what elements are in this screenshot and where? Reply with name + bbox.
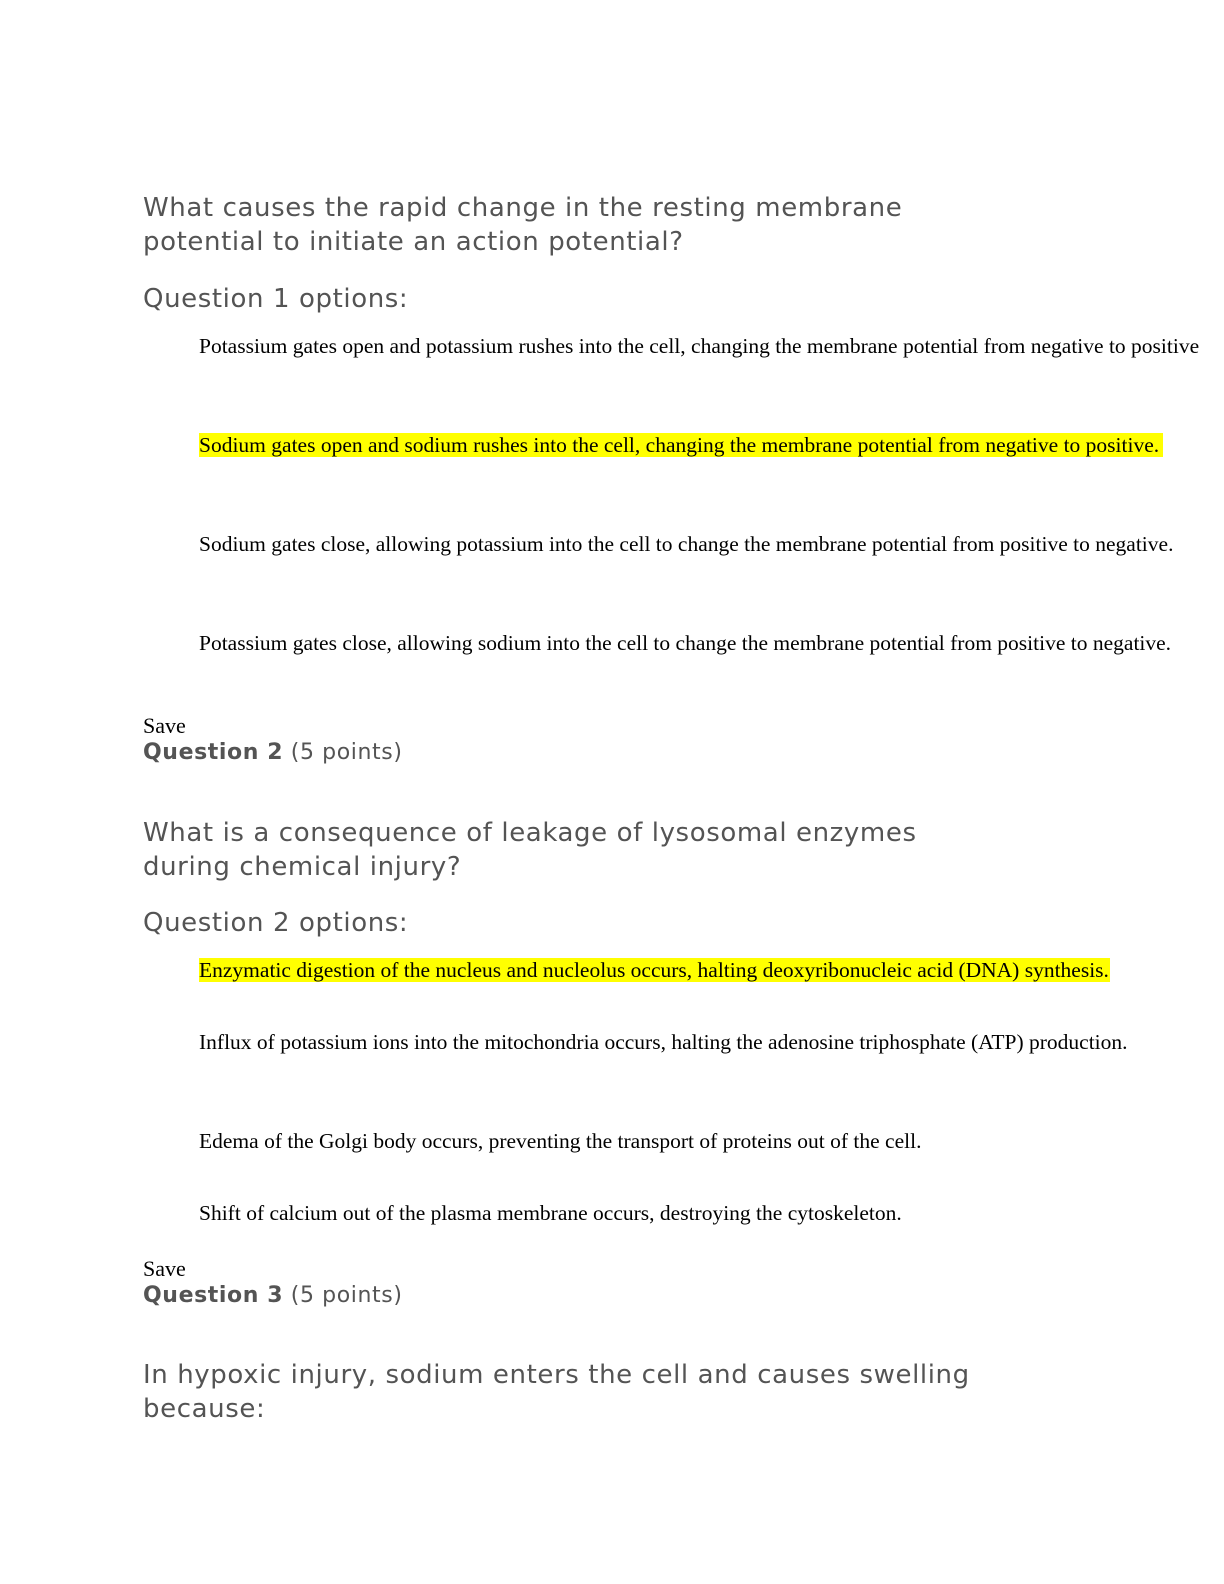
option-text: Edema of the Golgi body occurs, preventing the transport of proteins out of the cell. [199, 1129, 922, 1153]
question-3-text: In hypoxic injury, sodium enters the cell and causes swelling because: [143, 1360, 970, 1424]
question-3-label: Question 3 [143, 1283, 284, 1308]
option-text-highlighted: Sodium gates open and sodium rushes into the cell, changing the membrane potential from negative to positive. [199, 433, 1163, 457]
question-2-text: What is a consequence of leakage of lysosomal enzymes during chemical injury? [143, 818, 917, 882]
question-3-header [143, 1282, 403, 1310]
question-2-option-3[interactable] [199, 1128, 1209, 1156]
save-button[interactable]: Save [143, 1256, 186, 1281]
question-2-option-1[interactable] [199, 957, 1214, 985]
question-2-options-heading: Question 2 options: [143, 908, 409, 938]
option-text: Potassium gates close, allowing sodium into the cell to change the membrane potential from positive to negative. [199, 631, 1172, 655]
option-text: Shift of calcium out of the plasma membrane occurs, destroying the cytoskeleton. [199, 1201, 902, 1225]
option-text: Influx of potassium ions into the mitochondria occurs, halting the adenosine triphosphate (ATP) production. [199, 1030, 1128, 1054]
question-3-points: (5 points) [283, 1283, 403, 1308]
question-2-label: Question 2 [143, 740, 284, 765]
question-1-text: What causes the rapid change in the resting membrane potential to initiate an action potential? [143, 193, 903, 257]
question-1-option-1[interactable] [199, 333, 1204, 361]
question-2-option-2[interactable] [199, 1029, 1129, 1057]
question-2-points: (5 points) [283, 740, 403, 765]
option-text-highlighted: Enzymatic digestion of the nucleus and nucleolus occurs, halting deoxyribonucleic acid (DNA) synthesis. [199, 958, 1109, 982]
question-2-header [143, 739, 403, 767]
question-1-option-3[interactable] [199, 531, 1189, 559]
question-2-option-4[interactable] [199, 1200, 1209, 1228]
question-1-option-2[interactable] [199, 432, 1184, 460]
save-button[interactable]: Save [143, 713, 186, 738]
option-text: Potassium gates open and potassium rushes into the cell, changing the membrane potential from negative to positive [199, 334, 1200, 358]
option-text: Sodium gates close, allowing potassium into the cell to change the membrane potential from positive to negative. [199, 532, 1174, 556]
question-1-options-heading: Question 1 options: [143, 284, 409, 314]
question-1-option-4[interactable] [199, 630, 1189, 658]
